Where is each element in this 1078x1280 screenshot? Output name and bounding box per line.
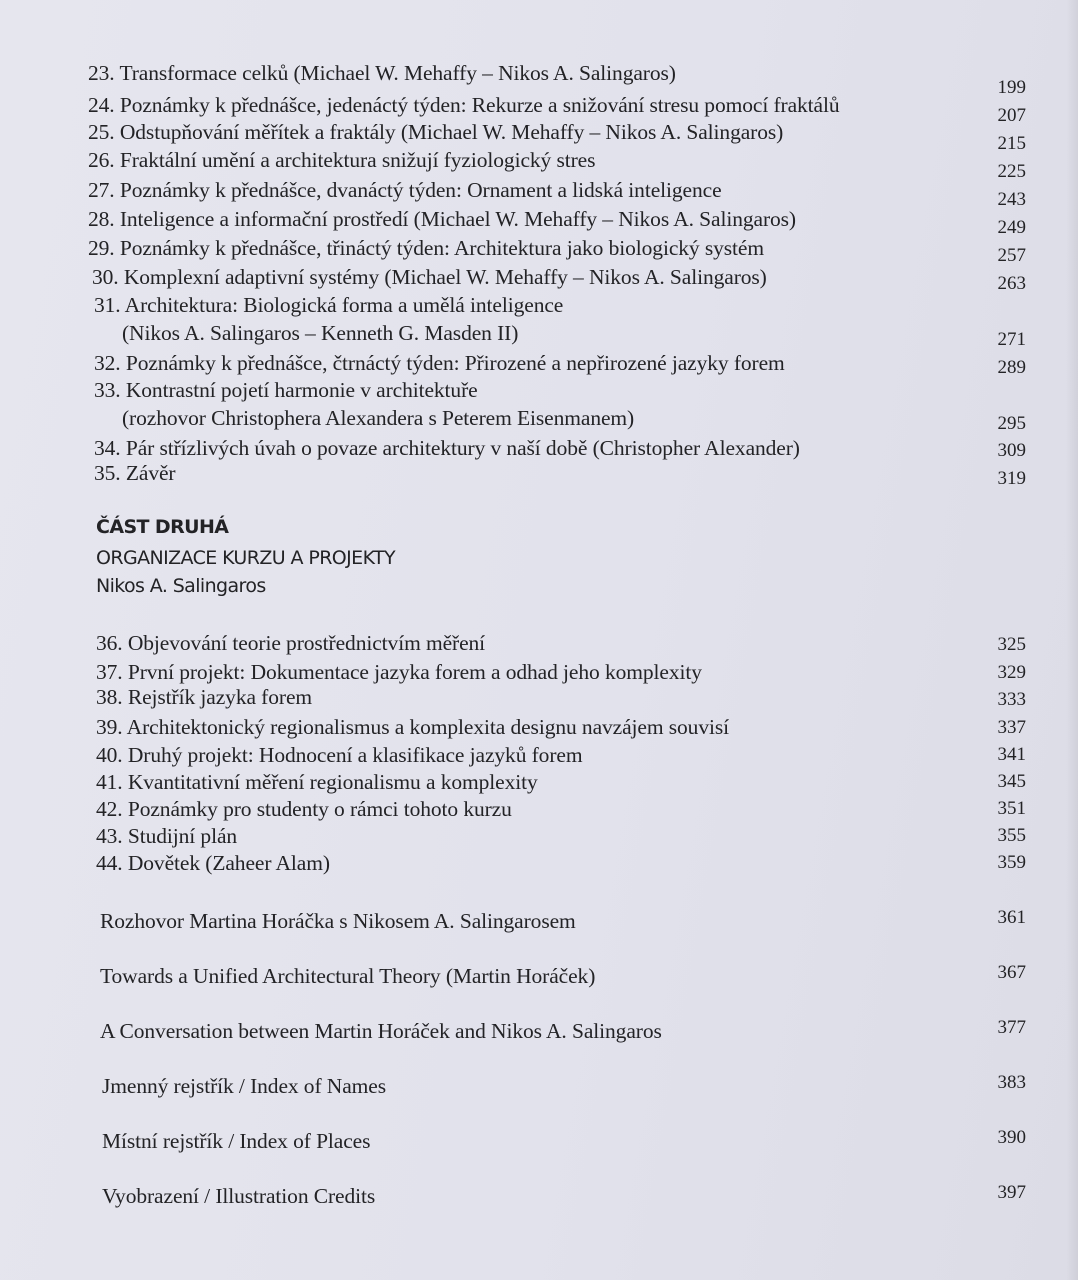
toc-page-number: 390 xyxy=(997,1127,1026,1148)
toc-page-number: 257 xyxy=(997,245,1026,266)
toc-entry-34: 34. Pár střízlivých úvah o povaze architektury v naší době (Christopher Alexander) xyxy=(94,436,800,460)
toc-entry-unified-theory: Towards a Unified Architectural Theory (Martin Horáček) xyxy=(100,964,596,988)
toc-entry-33: 33. Kontrastní pojetí harmonie v architektuře xyxy=(94,378,478,402)
toc-entry-44: 44. Dovětek (Zaheer Alam) xyxy=(96,851,330,875)
toc-page-number: 263 xyxy=(997,273,1026,294)
toc-entry-31-authors: (Nikos A. Salingaros – Kenneth G. Masden II) xyxy=(122,321,519,345)
toc-entry-30: 30. Komplexní adaptivní systémy (Michael W. Mehaffy – Nikos A. Salingaros) xyxy=(92,265,767,289)
part-title: ORGANIZACE KURZU A PROJEKTY xyxy=(96,547,395,569)
toc-entry-39: 39. Architektonický regionalismus a komplexita designu navzájem souvisí xyxy=(96,715,729,739)
toc-page-number: 359 xyxy=(997,852,1026,873)
toc-page-number: 361 xyxy=(997,907,1026,928)
toc-entry-36: 36. Objevování teorie prostřednictvím měření xyxy=(96,631,486,655)
toc-page-number: 367 xyxy=(997,962,1026,983)
toc-entry-31: 31. Architektura: Biologická forma a umělá inteligence xyxy=(94,293,564,317)
toc-entry-25: 25. Odstupňování měřítek a fraktály (Michael W. Mehaffy – Nikos A. Salingaros) xyxy=(88,120,784,144)
toc-page-number: 325 xyxy=(997,634,1026,655)
toc-page-number: 341 xyxy=(997,744,1026,765)
toc-entry-33-subtitle: (rozhovor Christophera Alexandera s Peterem Eisenmanem) xyxy=(122,406,635,430)
toc-page-number: 345 xyxy=(997,771,1026,792)
toc-page-number: 383 xyxy=(997,1072,1026,1093)
page-edge-shadow xyxy=(1066,0,1078,1280)
toc-page-number: 329 xyxy=(997,662,1026,683)
toc-entry-37: 37. První projekt: Dokumentace jazyka forem a odhad jeho komplexity xyxy=(96,660,702,684)
toc-page-number: 397 xyxy=(997,1182,1026,1203)
toc-entry-26: 26. Fraktální umění a architektura snižují fyziologický stres xyxy=(88,148,596,172)
toc-page-number: 355 xyxy=(997,825,1026,846)
part-author: Nikos A. Salingaros xyxy=(96,575,266,597)
toc-page-number: 333 xyxy=(997,689,1026,710)
toc-page-number: 199 xyxy=(997,77,1026,98)
toc-entry-41: 41. Kvantitativní měření regionalismu a komplexity xyxy=(96,770,538,794)
toc-entry-32: 32. Poznámky k přednášce, čtrnáctý týden: Přirozené a nepřirozené jazyky forem xyxy=(94,351,785,375)
toc-entry-27: 27. Poznámky k přednášce, dvanáctý týden: Ornament a lidská inteligence xyxy=(88,178,722,202)
toc-page-number: 225 xyxy=(997,161,1026,182)
toc-entry-24: 24. Poznámky k přednášce, jedenáctý týden: Rekurze a snižování stresu pomocí fraktálů xyxy=(88,93,840,117)
toc-entry-38: 38. Rejstřík jazyka forem xyxy=(96,685,313,709)
toc-entry-29: 29. Poznámky k přednášce, třináctý týden: Architektura jako biologický systém xyxy=(88,236,764,260)
toc-entry-40: 40. Druhý projekt: Hodnocení a klasifikace jazyků forem xyxy=(96,743,583,767)
toc-entry-35: 35. Závěr xyxy=(94,461,176,485)
toc-page-number: 337 xyxy=(997,717,1026,738)
toc-page-number: 207 xyxy=(997,105,1026,126)
toc-page-number: 249 xyxy=(997,217,1026,238)
toc-page-number: 289 xyxy=(997,357,1026,378)
toc-page-number: 309 xyxy=(997,440,1026,461)
toc-page-number: 295 xyxy=(997,413,1026,434)
toc-entry-43: 43. Studijní plán xyxy=(96,824,238,848)
toc-page-number: 271 xyxy=(997,329,1026,350)
toc-page-number: 351 xyxy=(997,798,1026,819)
toc-page-number: 243 xyxy=(997,189,1026,210)
toc-entry-conversation: A Conversation between Martin Horáček and Nikos A. Salingaros xyxy=(100,1019,662,1043)
toc-entry-index-names: Jmenný rejstřík / Index of Names xyxy=(102,1074,386,1098)
toc-entry-28: 28. Inteligence a informační prostředí (Michael W. Mehaffy – Nikos A. Salingaros) xyxy=(88,207,796,231)
toc-entry-interview-cz: Rozhovor Martina Horáčka s Nikosem A. Salingarosem xyxy=(100,909,576,933)
toc-entry-index-places: Místní rejstřík / Index of Places xyxy=(102,1129,371,1153)
toc-entry-illustration-credits: Vyobrazení / Illustration Credits xyxy=(102,1184,376,1208)
part-label: ČÁST DRUHÁ xyxy=(96,516,229,538)
toc-page-number: 377 xyxy=(997,1017,1026,1038)
toc-page-number: 319 xyxy=(997,468,1026,489)
toc-entry-23: 23. Transformace celků (Michael W. Mehaffy – Nikos A. Salingaros) xyxy=(88,61,676,85)
toc-page-number: 215 xyxy=(997,133,1026,154)
toc-entry-42: 42. Poznámky pro studenty o rámci tohoto kurzu xyxy=(96,797,512,821)
